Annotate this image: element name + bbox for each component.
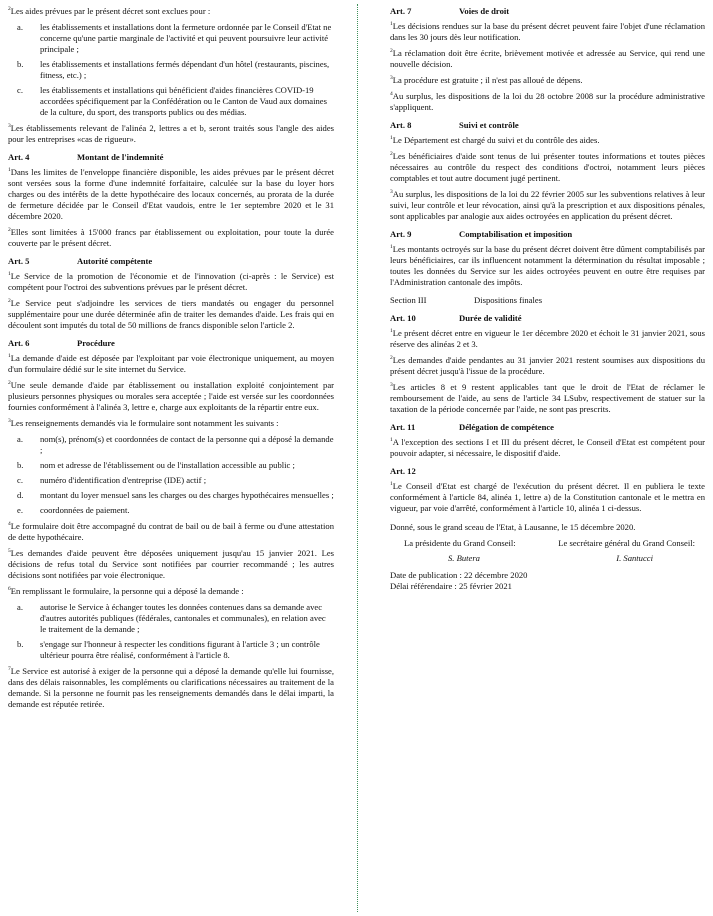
- secretary-role: Le secrétaire général du Grand Conseil:: [558, 538, 695, 548]
- paragraph: $^2$Les bénéficiaires d'aide sont tenus de lui présenter toutes informations et toutes pièces nécessaires au contrôle du respect des conditions d'octroi, notamment leurs pièces comptables et tout autre document jugé pertinent.: [390, 151, 705, 183]
- paragraph: $^1$Les montants octroyés sur la base du présent décret doivent être dûment comptabilisés par leurs bénéficiaires, car ils influencent notamment la détermination du résultat imposable ; toutes les données du Service sur les aides octroyées peuvent en outre être requises par l'Administration cantonale des impôts.: [390, 244, 705, 287]
- paragraph: $^3$Les renseignements demandés via le formulaire sont notamment les suivants :: [8, 418, 279, 428]
- paragraph: $^1$Le présent décret entre en vigueur le 1er décembre 2020 et échoit le 31 janvier 2021, sous réserve des alinéas 2 et 3.: [390, 328, 705, 349]
- paragraph: $^5$Les demandes d'aide peuvent être déposées uniquement jusqu'au 15 janvier 2021. Les décisions de refus total du Service sont notifiées par courrier recommandé ; les autres décisions sont notifiées par voie électronique.: [8, 548, 334, 580]
- list-item-label: a.: [17, 22, 23, 32]
- paragraph: $^4$Le formulaire doit être accompagné du contrat de bail ou de bail à ferme ou d'une attestation de dette hypothécaire.: [8, 521, 334, 542]
- paragraph: $^3$La procédure est gratuite ; il n'est pas alloué de dépens.: [390, 75, 583, 85]
- list-item: [8, 59, 334, 81]
- list-item-text: autorise le Service à échanger toutes les données contenues dans sa demande avec d'autres autorités publiques (fédérales, cantonales et communales), en relation avec le traitement de la demande ;: [40, 602, 326, 634]
- paragraph: $^2$Les aides prévues par le présent décret sont exclues pour :: [8, 6, 211, 16]
- paragraph: $^1$La demande d'aide est déposée par l'exploitant par voie électronique uniquement, au moyen d'un formulaire dédié sur le site internet du Service.: [8, 353, 334, 374]
- referendum-deadline: Délai référendaire : 25 février 2021: [390, 581, 512, 591]
- list-item-text: les établissements et installations fermés dépendant d'un hôtel (restaurants, piscines, fitness, etc.) ;: [40, 59, 330, 80]
- commitment-list: [8, 602, 334, 661]
- secretary-name: I. Santucci: [616, 553, 653, 563]
- list-item: [8, 475, 334, 486]
- exclusion-list: [8, 22, 334, 118]
- paragraph: $^4$Au surplus, les dispositions de la loi du 28 octobre 2008 sur la procédure administrative s'appliquent.: [390, 91, 705, 112]
- list-item-label: c.: [17, 475, 23, 485]
- signature-names: [390, 553, 705, 564]
- paragraph: $^2$La réclamation doit être écrite, brièvement motivée et adressée au Service, qui rend une nouvelle décision.: [390, 48, 705, 69]
- paragraph: $^1$A l'exception des sections I et III du présent décret, le Conseil d'Etat est compétent pour pouvoir adapter, si nécessaire, le dispositif d'aide.: [390, 437, 705, 458]
- paragraph: $^1$Le Département est chargé du suivi et du contrôle des aides.: [390, 135, 600, 145]
- list-item-label: d.: [17, 490, 24, 500]
- list-item-label: b.: [17, 59, 24, 69]
- publication-date: Date de publication : 22 décembre 2020: [390, 570, 528, 580]
- left-column: [8, 6, 334, 715]
- list-item: [8, 460, 334, 471]
- article-heading: Art. 11 Délégation de compétence: [390, 422, 554, 432]
- list-item-label: a.: [17, 602, 23, 612]
- given-statement: Donné, sous le grand sceau de l'Etat, à Lausanne, le 15 décembre 2020.: [390, 522, 636, 532]
- paragraph: $^2$Elles sont limitées à 15'000 francs par établissement ou exploitation, pour toute la durée couverte par le présent décret.: [8, 227, 334, 248]
- article-heading: Art. 5 Autorité compétente: [8, 256, 153, 266]
- list-item: [8, 434, 334, 456]
- article-heading: Art. 4 Montant de l'indemnité: [8, 152, 164, 162]
- paragraph: $^2$Les demandes d'aide pendantes au 31 janvier 2021 restent soumises aux dispositions du présent décret jusqu'à l'issue de la procédure.: [390, 355, 705, 376]
- paragraph: $^2$Une seule demande d'aide par établissement ou installation exploité conjointement par plusieurs personnes physiques ou morales sera acceptée ; l'aide est versée sur les coordonnées fournies conformément à l'alinéa 3, lettre e, charge aux exploitants de la répartir entre eux.: [8, 380, 334, 412]
- list-item-text: numéro d'identification d'entreprise (IDE) actif ;: [40, 475, 207, 485]
- column-divider: [357, 4, 358, 912]
- paragraph: $^7$Le Service est autorisé à exiger de la personne qui a déposé la demande qu'elle lui fournisse, dans des délais raisonnables, les compléments ou clarifications nécessaires au traitement de la demande. Si la personne ne fournit pas les renseignements demandés dans le délai imparti, la demande est réputée retirée.: [8, 666, 334, 709]
- list-item-text: les établissements et installations dont la fermeture ordonnée par le Conseil d'Etat ne concerne qu'une partie marginale de l'activité et qui peuvent poursuivre leur activité principale ;: [40, 22, 332, 54]
- article-heading: Art. 9 Comptabilisation et imposition: [390, 229, 573, 239]
- paragraph: $^3$Les articles 8 et 9 restent applicables tant que le droit de l'Etat de réclamer le remboursement de l'aide, au sens de l'article 34 LSubv, respectivement de statuer sur la taxation de la période concernée par l'aide, ne sont pas prescrits.: [390, 382, 705, 414]
- article-heading: Art. 7 Voies de droit: [390, 6, 510, 16]
- list-item-label: e.: [17, 505, 23, 515]
- article-heading: Art. 10 Durée de validité: [390, 313, 522, 323]
- list-item: [8, 602, 334, 635]
- list-item-text: montant du loyer mensuel sans les charges ou des charges hypothécaires mensuelles ;: [40, 490, 334, 500]
- list-item: [8, 85, 334, 118]
- list-item: [8, 639, 334, 661]
- article-heading: Art. 6 Procédure: [8, 338, 115, 348]
- list-item-text: coordonnées de paiement.: [40, 505, 130, 515]
- section-heading: Section III Dispositions finales: [390, 295, 543, 305]
- required-info-list: [8, 434, 334, 516]
- paragraph: $^1$Le Service de la promotion de l'économie et de l'innovation (ci-après : le Service) est compétent pour l'octroi des subventions prévues par le présent décret.: [8, 271, 334, 292]
- list-item-text: nom(s), prénom(s) et coordonnées de contact de la personne qui a déposé la demande ;: [40, 434, 334, 455]
- list-item: [8, 22, 334, 55]
- list-item-label: b.: [17, 460, 24, 470]
- paragraph: $^1$Dans les limites de l'enveloppe financière disponible, les aides prévues par le présent décret sont versées sous la forme d'une indemnité forfaitaire, calculée sur la base du loyer hors charges ou des intérêts de la dette hypothécaire des locaux concernés, au prorata de la durée de fermeture décidée par le Conseil d'Etat vaudois, entre le 1er septembre 2020 et le 31 décembre 2020.: [8, 167, 334, 221]
- list-item-label: a.: [17, 434, 23, 444]
- article-heading: Art. 12: [390, 466, 416, 476]
- list-item: [8, 505, 334, 516]
- paragraph: $^1$Les décisions rendues sur la base du présent décret peuvent faire l'objet d'une réclamation dans les 30 jours dès leur notification.: [390, 21, 705, 42]
- paragraph: $^2$Le Service peut s'adjoindre les services de tiers mandatés ou engager du personnel supplémentaire pour une durée déterminée afin de traiter les demandes d'aide. Les frais qui en découlent sont imputés du total de 50 millions de francs disponible selon l'article 2.: [8, 298, 334, 330]
- president-role: La présidente du Grand Conseil:: [404, 538, 516, 548]
- signature-roles: [390, 538, 705, 549]
- list-item-text: s'engage sur l'honneur à respecter les conditions figurant à l'article 3 ; un contrôle ultérieur pourra être réalisé, conformément à l'article 8.: [40, 639, 320, 660]
- paragraph: $^3$Au surplus, les dispositions de la loi du 22 février 2005 sur les subventions relatives à leur suivi, leur contrôle et leur révocation, ainsi qu'à la prescription et aux dispositions pénales, sont applicables par analogie aux aides octroyées en application du présent décret.: [390, 189, 705, 221]
- list-item-text: les établissements et installations qui bénéficient d'aides financières COVID-19 accordées spécifiquement par la Confédération ou le Canton de Vaud aux domaines de la culture, du sport, des transports publics ou des médias.: [40, 85, 327, 117]
- paragraph: $^3$Les établissements relevant de l'alinéa 2, lettres a et b, seront traités sous l'angle des aides pour les entreprises «cas de rigueur».: [8, 123, 334, 144]
- list-item: [8, 490, 334, 501]
- list-item-label: b.: [17, 639, 24, 649]
- list-item-label: c.: [17, 85, 23, 95]
- right-column: [390, 6, 705, 592]
- list-item-text: nom et adresse de l'établissement ou de l'installation accessible au public ;: [40, 460, 295, 470]
- article-heading: Art. 8 Suivi et contrôle: [390, 120, 519, 130]
- paragraph: $^1$Le Conseil d'Etat est chargé de l'exécution du présent décret. Il en publiera le texte conformément à l'article 84, alinéa 1, lettre a) de la Constitution cantonale et le mettra en vigueur, par voie d'arrêté, conformément à l'article 10, alinéa 1 ci-dessus.: [390, 481, 705, 513]
- president-name: S. Butera: [448, 553, 480, 563]
- paragraph: $^6$En remplissant le formulaire, la personne qui a déposé la demande :: [8, 586, 244, 596]
